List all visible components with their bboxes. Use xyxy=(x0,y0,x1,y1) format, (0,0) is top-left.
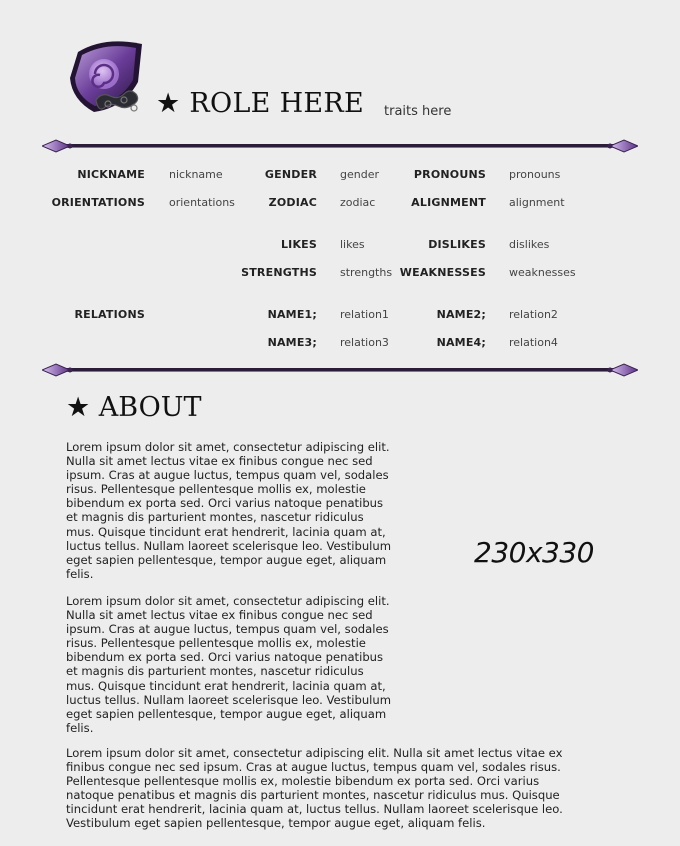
relations-label: RELATIONS xyxy=(74,308,145,321)
pronouns-label: PRONOUNS xyxy=(413,168,486,181)
alignment-label: ALIGNMENT xyxy=(411,196,486,209)
nickname-value: nickname xyxy=(169,168,223,181)
gender-value: gender xyxy=(340,168,379,181)
about-title: ★ ABOUT xyxy=(66,392,202,423)
ornate-divider-bottom xyxy=(42,360,638,380)
orientations-value: orientations xyxy=(169,196,235,209)
relation-value-1: relation1 xyxy=(340,308,389,321)
likes-value: likes xyxy=(340,238,365,251)
relation-name-1: NAME1; xyxy=(267,308,317,321)
about-paragraph-1: Lorem ipsum dolor sit amet, consectetur adipiscing elit. Nulla sit amet lectus vitae ex finibus congue nec sed ipsum. Cras at augue luctus, tempus quam vel, sodales risus. Pellentesque pellentesque mollis ex, molestie bibendum ex porta sed. Orci varius natoque penatibus et magnis dis parturient montes, nascetur ridiculus mus. Quisque tincidunt erat hendrerit, lacinia quam at, luctus tellus. Nullam laoreet scelerisque leo. Vestibulum eget sapien pellentesque, tempor augue eget, aliquam felis. xyxy=(66,440,392,581)
relation-value-4: relation4 xyxy=(509,336,558,349)
dislikes-value: dislikes xyxy=(509,238,550,251)
role-title: ★ ROLE HERE xyxy=(156,88,365,119)
likes-label: LIKES xyxy=(280,238,317,251)
relation-value-3: relation3 xyxy=(340,336,389,349)
nickname-label: NICKNAME xyxy=(77,168,145,181)
zodiac-value: zodiac xyxy=(340,196,376,209)
ornate-divider-top xyxy=(42,136,638,156)
shield-emblem-icon xyxy=(64,38,150,118)
zodiac-label: ZODIAC xyxy=(268,196,317,209)
image-placeholder: 230x330 xyxy=(474,536,594,569)
dislikes-label: DISLIKES xyxy=(428,238,486,251)
weaknesses-value: weaknesses xyxy=(509,266,576,279)
traits-text: traits here xyxy=(384,104,452,119)
gender-label: GENDER xyxy=(264,168,317,181)
relation-name-3: NAME3; xyxy=(267,336,317,349)
orientations-label: ORIENTATIONS xyxy=(51,196,145,209)
about-paragraph-3: Lorem ipsum dolor sit amet, consectetur adipiscing elit. Nulla sit amet lectus vitae ex finibus congue nec sed ipsum. Cras at augue luctus, tempus quam vel, sodales risus. Pellentesque pellentesque mollis ex, molestie bibendum ex porta sed. Orci varius natoque penatibus et magnis dis parturient montes, nascetur ridiculus mus. Quisque tincidunt erat hendrerit, lacinia quam at, luctus tellus. Nullam laoreet scelerisque leo. Vestibulum eget sapien pellentesque, tempor augue eget, aliquam felis. xyxy=(66,746,563,831)
relation-name-4: NAME4; xyxy=(436,336,486,349)
weaknesses-label: WEAKNESSES xyxy=(399,266,486,279)
strengths-value: strengths xyxy=(340,266,393,279)
pronouns-value: pronouns xyxy=(509,168,561,181)
strengths-label: STRENGTHS xyxy=(241,266,317,279)
relation-value-2: relation2 xyxy=(509,308,558,321)
about-paragraph-2: Lorem ipsum dolor sit amet, consectetur adipiscing elit. Nulla sit amet lectus vitae ex finibus congue nec sed ipsum. Cras at augue luctus, tempus quam vel, sodales risus. Pellentesque pellentesque mollis ex, molestie bibendum ex porta sed. Orci varius natoque penatibus et magnis dis parturient montes, nascetur ridiculus mus. Quisque tincidunt erat hendrerit, lacinia quam at, luctus tellus. Nullam laoreet scelerisque leo. Vestibulum eget sapien pellentesque, tempor augue eget, aliquam felis. xyxy=(66,594,392,735)
alignment-value: alignment xyxy=(509,196,565,209)
relation-name-2: NAME2; xyxy=(436,308,486,321)
